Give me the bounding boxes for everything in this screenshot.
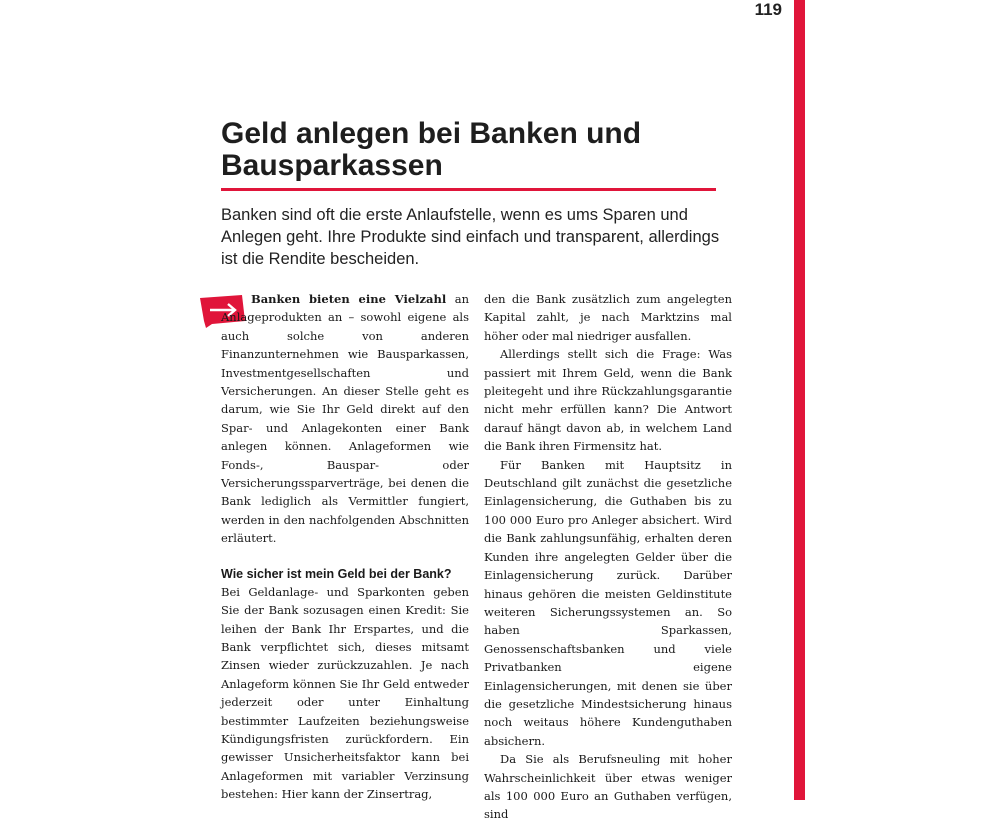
intro-runin: Banken bieten eine Vielzahl xyxy=(251,292,447,306)
body-paragraph: Da Sie als Berufsneuling mit hoher Wahrscheinlichkeit über etwas weniger als 100 000 Euro an Guthaben verfügen, sind xyxy=(484,752,732,822)
intro-text: an Anlageprodukten an – sowohl eigene als auch solche von anderen Finanzunternehmen wie Bausparkassen, Investmentgesellschaften und Versicherungen. An dieser Stelle geht es darum, wie Sie Ihr Geld direkt auf den Spar- und Anlagekonten einer Bank anlegen können. Anlageformen wie Fonds-, Bauspar- oder Versicherungssparverträge, bei denen die Bank lediglich als Vermittler fungiert, werden in den nachfolgenden Abschnitten erläutert. xyxy=(221,292,469,546)
body-paragraph: Für Banken mit Hauptsitz in Deutschland gilt zunächst die gesetzliche Einlagensicherung, die Guthaben bis zu 100 000 Euro pro Anleger absichert. Wird die Bank zahlungsunfähig, erhalten deren Kunden ihre angelegten Gelder über die Einlagensicherung zurück. Darüber hinaus gehören die meisten Geldinstitute weiteren Sicherungssystemen an. So haben Sparkassen, Genossenschaftsbanken und viele Privatbanken eigene Einlagensicherungen, mit denen sie über die gesetzliche Mindestsicherung hinaus noch weitaus höhere Kundenguthaben absichern. xyxy=(484,457,732,748)
left-column xyxy=(221,290,469,804)
intro-paragraph xyxy=(221,290,469,548)
lead-paragraph: Banken sind oft die erste Anlaufstelle, wenn es ums Sparen und Anlegen geht. Ihre Produkte sind einfach und transparent, allerdings ist die Rendite bescheiden. xyxy=(221,206,720,268)
body-paragraph: Bei Geldanlage- und Sparkonten geben Sie der Bank sozusagen einen Kredit: Sie leihen der Bank Ihr Erspartes, und die Bank verpflichtet sich, dieses mitsamt Zinsen wieder zurückzuzahlen. Je nach Anlageform können Sie Ihr Geld entweder jederzeit oder unter Einhaltung bestimmter Laufzeiten beziehungsweise Kündigungsfristen zurückfordern. Ein gewisser Unsicherheitsfaktor kann bei Anlageformen mit variabler Verzinsung bestehen: Hier kann der Zinsertrag, xyxy=(221,584,469,802)
body-paragraph: den die Bank zusätzlich zum angelegten Kapital zahlt, je nach Marktzins mal höher oder mal niedriger ausfallen. xyxy=(484,292,732,343)
article-title: Geld anlegen bei Banken und Bausparkassen xyxy=(221,117,642,182)
section-subheading: Wie sicher ist mein Geld bei der Bank? xyxy=(221,566,452,581)
right-column xyxy=(484,290,732,824)
page-edge-bar xyxy=(794,0,805,800)
page-number: 119 xyxy=(754,0,782,19)
title-rule xyxy=(221,188,716,191)
body-paragraph: Allerdings stellt sich die Frage: Was passiert mit Ihrem Geld, wenn die Bank pleitegeht und ihre Rückzahlungsgarantie nicht mehr erfüllen kann? Die Antwort darauf hängt davon ab, in welchem Land die Bank ihren Firmensitz hat. xyxy=(484,347,732,454)
